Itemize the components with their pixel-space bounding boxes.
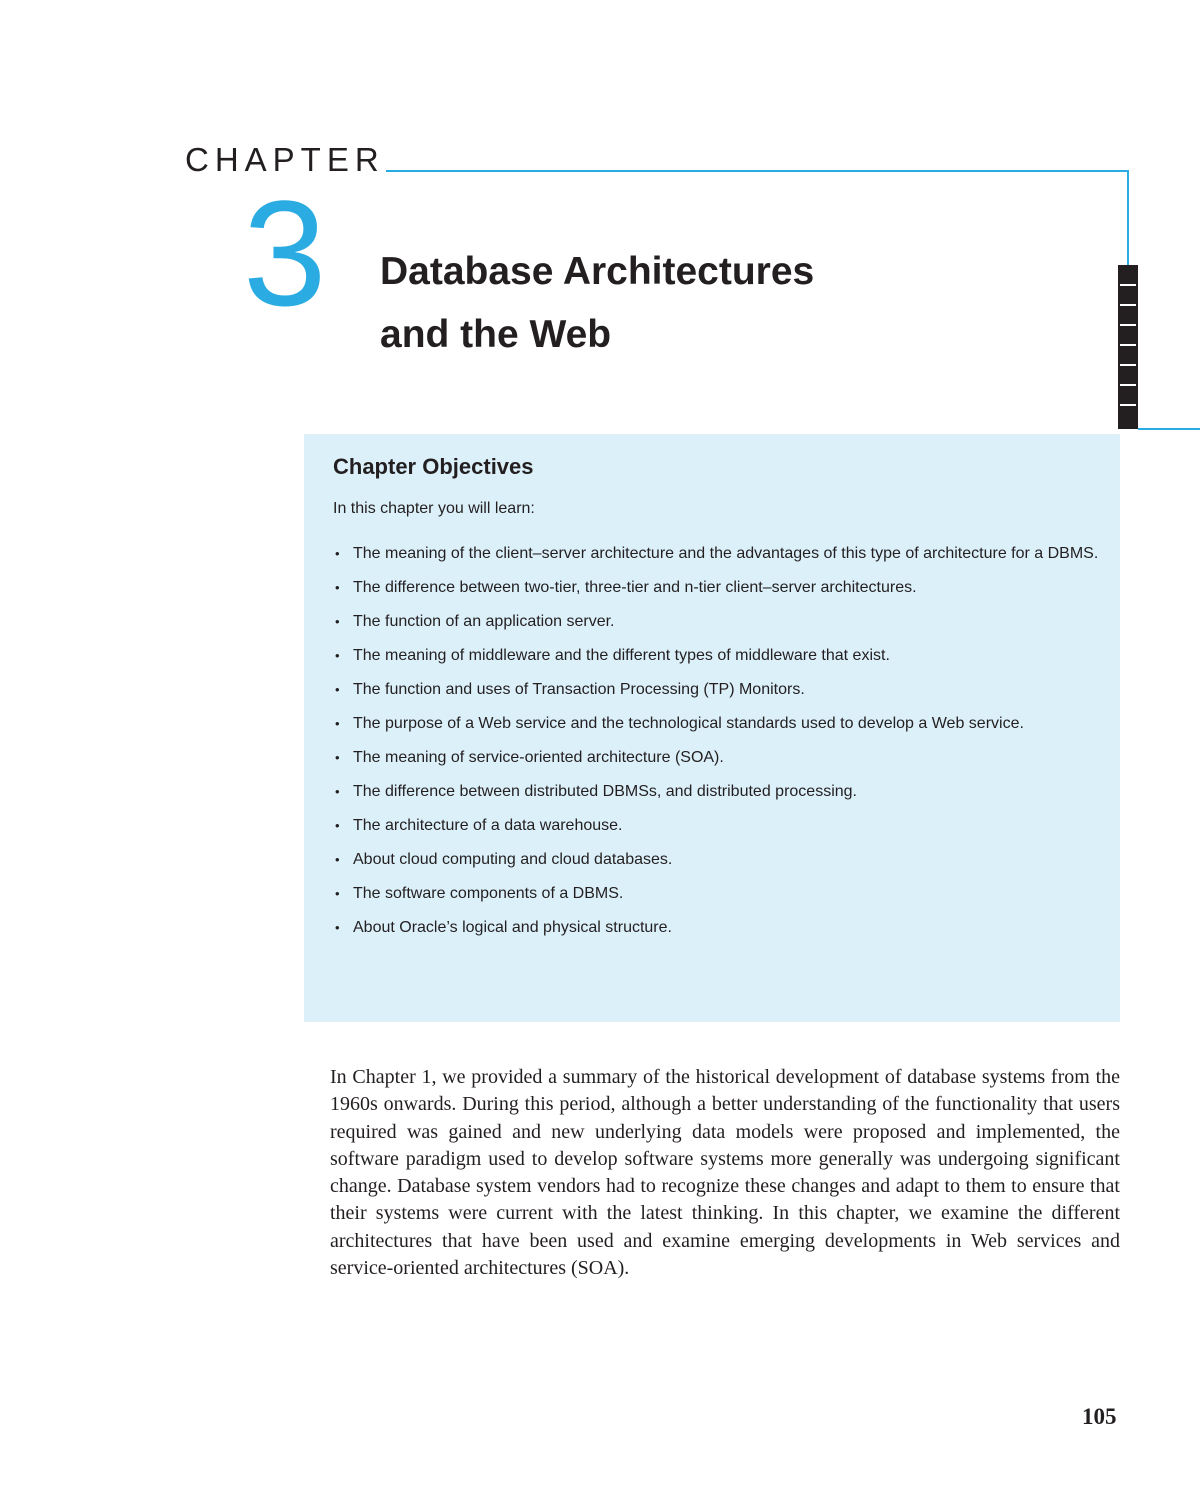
- chapter-tab-marker: [1118, 265, 1138, 429]
- objective-text: The difference between distributed DBMSs, and distributed processing.: [353, 783, 857, 800]
- tab-marker-rung: [1120, 284, 1136, 286]
- objectives-intro: In this chapter you will learn:: [333, 500, 535, 517]
- chapter-rule-vertical: [1127, 170, 1129, 265]
- objective-item: [333, 847, 1103, 872]
- objective-item: [333, 881, 1103, 906]
- objective-item: [333, 813, 1103, 838]
- objective-text: The architecture of a data warehouse.: [353, 817, 623, 834]
- bullet-icon: •: [335, 648, 340, 663]
- bullet-icon: •: [335, 682, 340, 697]
- bullet-icon: •: [335, 546, 340, 561]
- objective-text: The meaning of the client–server architecture and the advantages of this type of architecture for a DBMS.: [353, 545, 1099, 562]
- objective-item: [333, 541, 1103, 566]
- chapter-number: 3: [243, 169, 323, 337]
- bullet-icon: •: [335, 614, 340, 629]
- bullet-icon: •: [335, 852, 340, 867]
- chapter-title-line-2: and the Web: [380, 313, 612, 356]
- tab-marker-rung: [1120, 304, 1136, 306]
- chapter-rule: [386, 170, 1128, 172]
- chapter-objectives-box: [304, 434, 1120, 1022]
- intro-paragraph: In Chapter 1, we provided a summary of the historical development of database systems from the 1960s onwards. During this period, although a better understanding of the functionality that users required was gained and new underlying data models were proposed and implemented, the software paradigm used to develop software systems more generally was undergoing significant change. Database system vendors had to recognize these changes and adapt to them to ensure that their systems were current with the latest thinking. In this chapter, we examine the different architectures that have been used and examine emerging developments in Web services and service-oriented architectures (SOA).: [330, 1066, 1120, 1280]
- objective-item: [333, 915, 1103, 940]
- bullet-icon: •: [335, 886, 340, 901]
- objective-text: About cloud computing and cloud databases.: [353, 851, 673, 868]
- objective-text: The software components of a DBMS.: [353, 885, 624, 902]
- objective-text: The meaning of middleware and the different types of middleware that exist.: [353, 647, 890, 664]
- chapter-label: CHAPTER: [185, 141, 385, 178]
- objective-item: [333, 575, 1103, 600]
- objective-text: The function and uses of Transaction Processing (TP) Monitors.: [353, 681, 805, 698]
- bullet-icon: •: [335, 920, 340, 935]
- objective-item: [333, 711, 1103, 736]
- tab-marker-rung: [1120, 324, 1136, 326]
- objective-item: [333, 779, 1103, 804]
- objectives-heading: Chapter Objectives: [333, 454, 534, 479]
- tab-marker-rung: [1120, 344, 1136, 346]
- bullet-icon: •: [335, 784, 340, 799]
- chapter-title-line-1: Database Architectures: [380, 250, 815, 293]
- bullet-icon: •: [335, 750, 340, 765]
- tab-marker-rung: [1120, 384, 1136, 386]
- tab-marker-rung: [1120, 404, 1136, 406]
- objective-item: [333, 745, 1103, 770]
- tab-marker-rung: [1120, 364, 1136, 366]
- objective-text: The difference between two-tier, three-tier and n-tier client–server architectures.: [353, 579, 917, 596]
- page-number: 105: [1082, 1404, 1117, 1429]
- bullet-icon: •: [335, 716, 340, 731]
- objective-text: The purpose of a Web service and the technological standards used to develop a Web service.: [353, 715, 1024, 732]
- objective-text: The meaning of service-oriented architecture (SOA).: [353, 749, 724, 766]
- objective-text: The function of an application server.: [353, 613, 615, 630]
- bullet-icon: •: [335, 580, 340, 595]
- objectives-list: [333, 541, 1103, 949]
- bullet-icon: •: [335, 818, 340, 833]
- objective-text: About Oracle’s logical and physical structure.: [353, 919, 672, 936]
- chapter-tab-rule: [1138, 428, 1200, 430]
- chapter-title: [380, 240, 1020, 366]
- objective-item: [333, 643, 1103, 668]
- objective-item: [333, 609, 1103, 634]
- objective-item: [333, 677, 1103, 702]
